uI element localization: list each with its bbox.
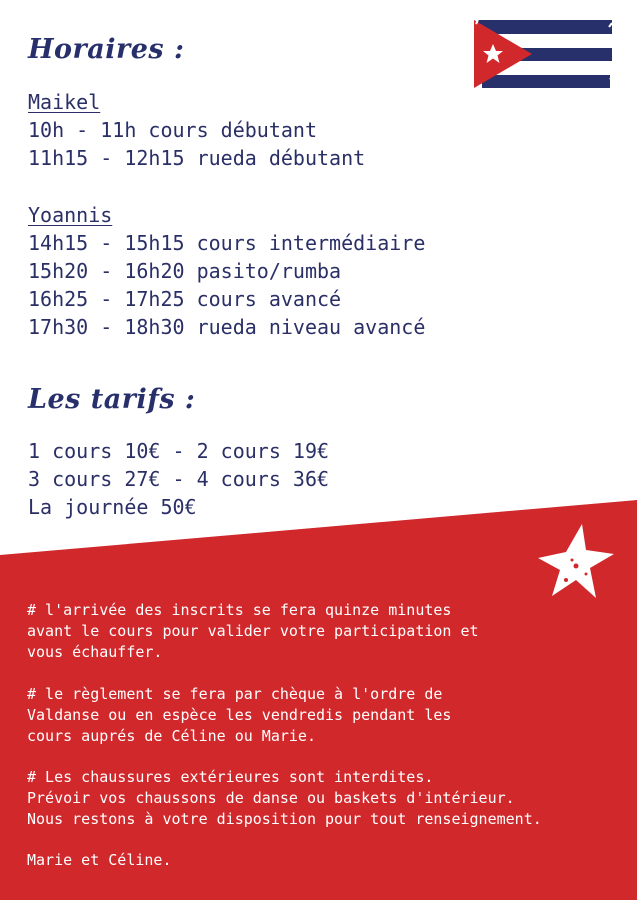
teacher-name-maikel: Maikel xyxy=(28,90,101,114)
note-line: Valdanse ou en espèce les vendredis pendant les xyxy=(27,706,452,724)
pricing-line: 1 cours 10€ - 2 cours 19€ xyxy=(28,439,330,463)
star-icon xyxy=(536,522,616,602)
note-line: # l'arrivée des inscrits se fera quinze minutes xyxy=(27,601,452,619)
note-line: # le règlement se fera par chèque à l'ordre de xyxy=(27,685,443,703)
note-line: avant le cours pour valider votre participation et xyxy=(27,622,479,640)
schedule-line: 14h15 - 15h15 cours intermédiaire xyxy=(28,231,426,255)
note-line: cours auprés de Céline ou Marie. xyxy=(27,727,316,745)
cuban-flag-icon xyxy=(474,18,614,90)
schedule-line: 17h30 - 18h30 rueda niveau avancé xyxy=(28,315,426,339)
note-line: # Les chaussures extérieures sont interdites. xyxy=(27,768,434,786)
pricing-line: 3 cours 27€ - 4 cours 36€ xyxy=(28,467,330,491)
schedule-line: 11h15 - 12h15 rueda débutant xyxy=(28,146,366,170)
teacher-name-yoannis: Yoannis xyxy=(28,203,113,227)
note-line: Prévoir vos chaussons de danse ou baskets d'intérieur. xyxy=(27,789,515,807)
pricing-heading: Les tarifs : xyxy=(28,384,196,415)
note-line: vous échauffer. xyxy=(27,643,163,661)
schedule-line: 10h - 11h cours débutant xyxy=(28,118,317,142)
schedule-line: 15h20 - 16h20 pasito/rumba xyxy=(28,259,342,283)
pricing-line: La journée 50€ xyxy=(28,495,197,519)
signature: Marie et Céline. xyxy=(27,851,172,869)
schedule-heading: Horaires : xyxy=(28,34,185,65)
note-line: Nous restons à votre disposition pour tout renseignement. xyxy=(27,810,542,828)
schedule-line: 16h25 - 17h25 cours avancé xyxy=(28,287,342,311)
